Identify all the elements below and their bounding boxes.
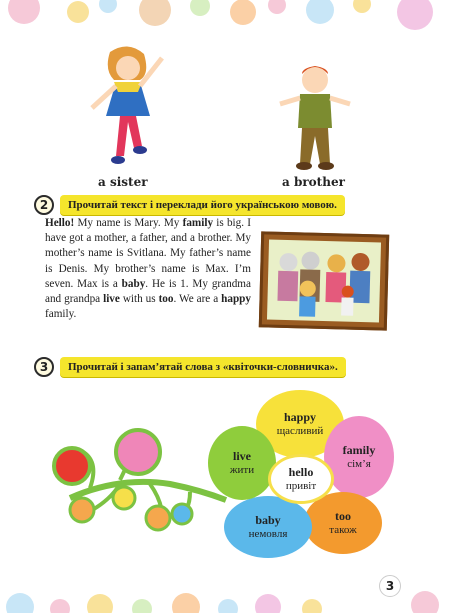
task-instruction: Прочитай і запам’ятай слова з «квіточки-словничка». <box>60 357 346 377</box>
petal-english-word: family <box>342 443 376 457</box>
petal-ukrainian-word: також <box>329 524 357 536</box>
sister-illustration <box>88 44 168 172</box>
brother-caption: a brother <box>282 175 345 189</box>
petal-baby <box>224 496 312 558</box>
center-english-word: hello <box>288 465 314 479</box>
task-number: 3 <box>34 357 54 377</box>
story-word-happy: happy <box>221 293 251 306</box>
story-word-family: family <box>182 217 214 229</box>
story-word-baby: baby <box>121 277 146 290</box>
petal-ukrainian-word: жити <box>229 464 255 476</box>
story-word-live: live <box>103 293 120 306</box>
petal-family <box>324 416 394 498</box>
petal-english-word: baby <box>255 513 281 527</box>
story-text-part: . We are a <box>173 293 222 306</box>
task-3-header <box>34 357 346 377</box>
story-text-part: . He is 1. My grandma and grandpa <box>45 277 251 306</box>
flower-center-hello <box>268 454 334 504</box>
petal-english-word: live <box>233 449 251 463</box>
center-ukrainian-word: привіт <box>285 480 317 492</box>
sister-caption: a sister <box>98 175 148 189</box>
petal-ukrainian-word: сім’я <box>347 458 371 470</box>
story-word-hello: Hello! <box>45 217 75 229</box>
top-decoration <box>0 0 449 40</box>
page-number: 3 <box>379 575 401 597</box>
story-text-part: with us <box>119 293 159 306</box>
story-word-too: too <box>158 293 174 306</box>
petal-ukrainian-word: щасливий <box>276 425 324 437</box>
story-text-part: family. <box>45 308 77 321</box>
petal-live <box>208 426 276 500</box>
brother-illustration <box>278 64 352 172</box>
task-number: 2 <box>34 195 54 215</box>
story-text-part: is big. I have got a mother, a father, and a brother. My mother’s name is Svitlana. My father’s name is Denis. My brother’s name is Max. I’m seven. Max is a <box>45 217 251 290</box>
word-flower <box>0 380 449 570</box>
petal-english-word: happy <box>283 410 317 424</box>
family-photo-frame <box>259 231 389 330</box>
story-text <box>45 216 251 322</box>
story-text-part: My name is Mary. My <box>74 217 183 229</box>
task-2-header <box>34 195 345 215</box>
family-photo <box>267 240 381 323</box>
petal-english-word: too <box>335 509 351 523</box>
petal-ukrainian-word: немовля <box>248 528 288 540</box>
task-instruction: Прочитай текст і переклади його українською мовою. <box>60 195 345 215</box>
